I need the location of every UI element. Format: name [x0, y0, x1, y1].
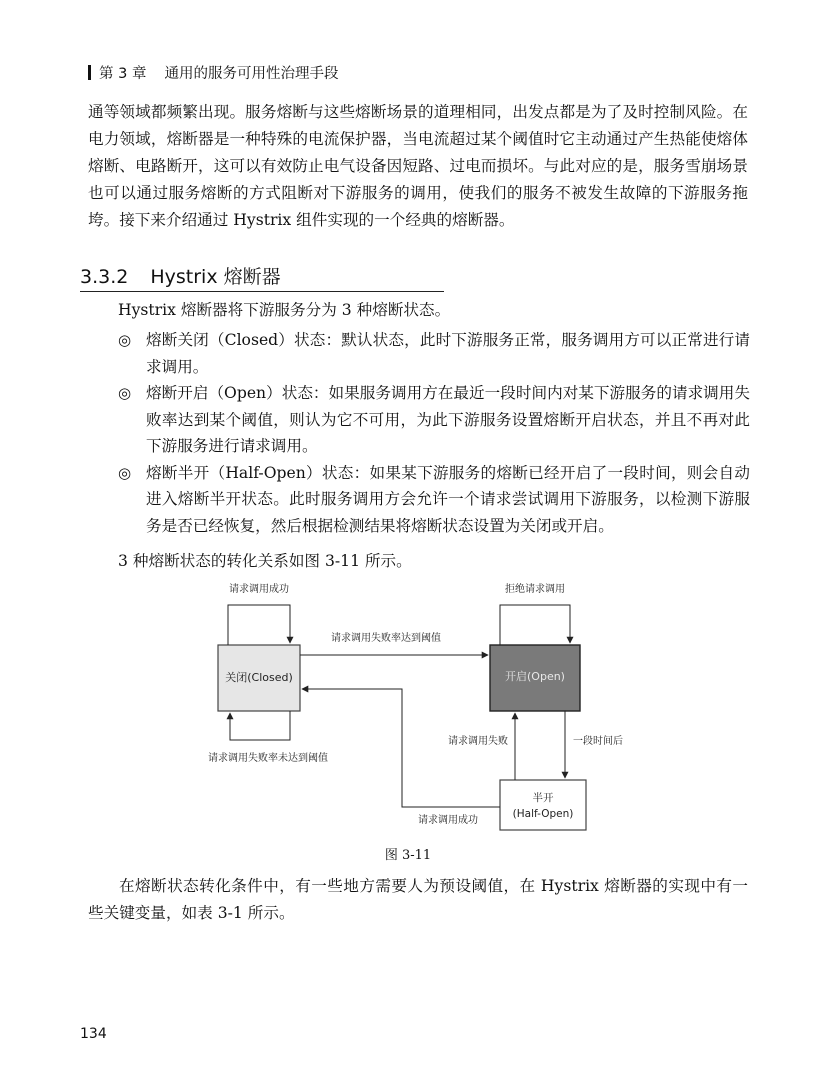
- paragraph-states: Hystrix 熔断器将下游服务分为 3 种熔断状态。: [118, 301, 451, 319]
- list-item: [118, 327, 750, 380]
- halfopen-state-box: [500, 780, 586, 830]
- closed-to-open-label: 请求调用失败率达到阈值: [331, 633, 441, 644]
- closed-self-loop-label: 请求调用成功: [229, 584, 289, 595]
- chapter-title: 通用的服务可用性治理手段: [164, 66, 339, 82]
- bullet-marker: ◎: [118, 463, 132, 482]
- list-item: [118, 460, 750, 540]
- bullet-marker: ◎: [118, 384, 132, 402]
- figure-caption: 图 3-11: [384, 848, 432, 863]
- section-title: Hystrix 熔断器: [150, 266, 281, 288]
- page-header: [88, 62, 338, 83]
- halfopen-to-closed-arrow: [302, 689, 500, 807]
- section-number: 3.3.2: [80, 266, 129, 288]
- state-diagram: [190, 575, 623, 837]
- chapter-number: 第 3 章: [99, 66, 147, 82]
- closed-self-loop-arrow: [228, 605, 290, 645]
- state-list: [118, 327, 750, 539]
- closed-bottom-loop-label: 请求调用失败率未达到阈值: [208, 753, 328, 764]
- open-self-loop-arrow: [500, 605, 570, 645]
- open-state-label: 开启(Open): [505, 670, 565, 683]
- closed-bottom-loop-arrow: [230, 711, 290, 740]
- section-heading: [80, 262, 444, 292]
- halfopen-state-label-2: (Half-Open): [512, 808, 574, 820]
- halfopen-to-closed-label: 请求调用成功: [418, 815, 478, 826]
- closed-state-label: 关闭(Closed): [225, 671, 293, 684]
- list-item-text: 熔断开启（Open）状态：如果服务调用方在最近一段时间内对某下游服务的请求调用失败率达到某个阈值，则认为它不可用，为此下游服务设置熔断开启状态，并且不再对此下游服务进行请求调用。: [146, 384, 750, 455]
- list-item-text: 熔断关闭（Closed）状态：默认状态，此时下游服务正常，服务调用方可以正常进行请求调用。: [146, 331, 750, 376]
- open-self-loop-label: 拒绝请求调用: [505, 584, 565, 595]
- bullet-marker: ◎: [118, 331, 132, 349]
- paragraph-intro: 通等领域都频繁出现。服务熔断与这些熔断场景的道理相同，出发点都是为了及时控制风险。在电力领域，熔断器是一种特殊的电流保护器，当电流超过某个阈值时它主动通过产生热能使熔体熔断、电路断开，这可以有效防止电气设备因短路、过电而损坏。与此对应的是，服务雪崩场景也可以通过服务熔断的方式阻断对下游服务的调用，使我们的服务不被发生故障的下游服务拖垮。接下来介绍通过 Hystrix 组件实现的一个经典的熔断器。: [88, 103, 748, 229]
- page-number: 134: [80, 1026, 107, 1042]
- paragraph-figure-ref: 3 种熔断状态的转化关系如图 3-11 所示。: [118, 552, 412, 570]
- list-item-text: 熔断半开（Half-Open）状态：如果某下游服务的熔断已经开启了一段时间，则会自动进入熔断半开状态。此时服务调用方会允许一个请求尝试调用下游服务，以检测下游服务是否已经恢复，然后根据检测结果将熔断状态设置为关闭或开启。: [146, 463, 750, 535]
- paragraph-closing: 在熔断状态转化条件中，有一些地方需要人为预设阈值，在 Hystrix 熔断器的实现中有一些关键变量，如表 3-1 所示。: [88, 877, 748, 922]
- list-item: [118, 380, 750, 460]
- halfopen-to-open-label: 请求调用失败: [448, 736, 508, 747]
- header-bar: [88, 65, 91, 80]
- halfopen-state-label-1: 半开: [532, 792, 554, 804]
- open-to-halfopen-label: 一段时间后: [573, 736, 623, 747]
